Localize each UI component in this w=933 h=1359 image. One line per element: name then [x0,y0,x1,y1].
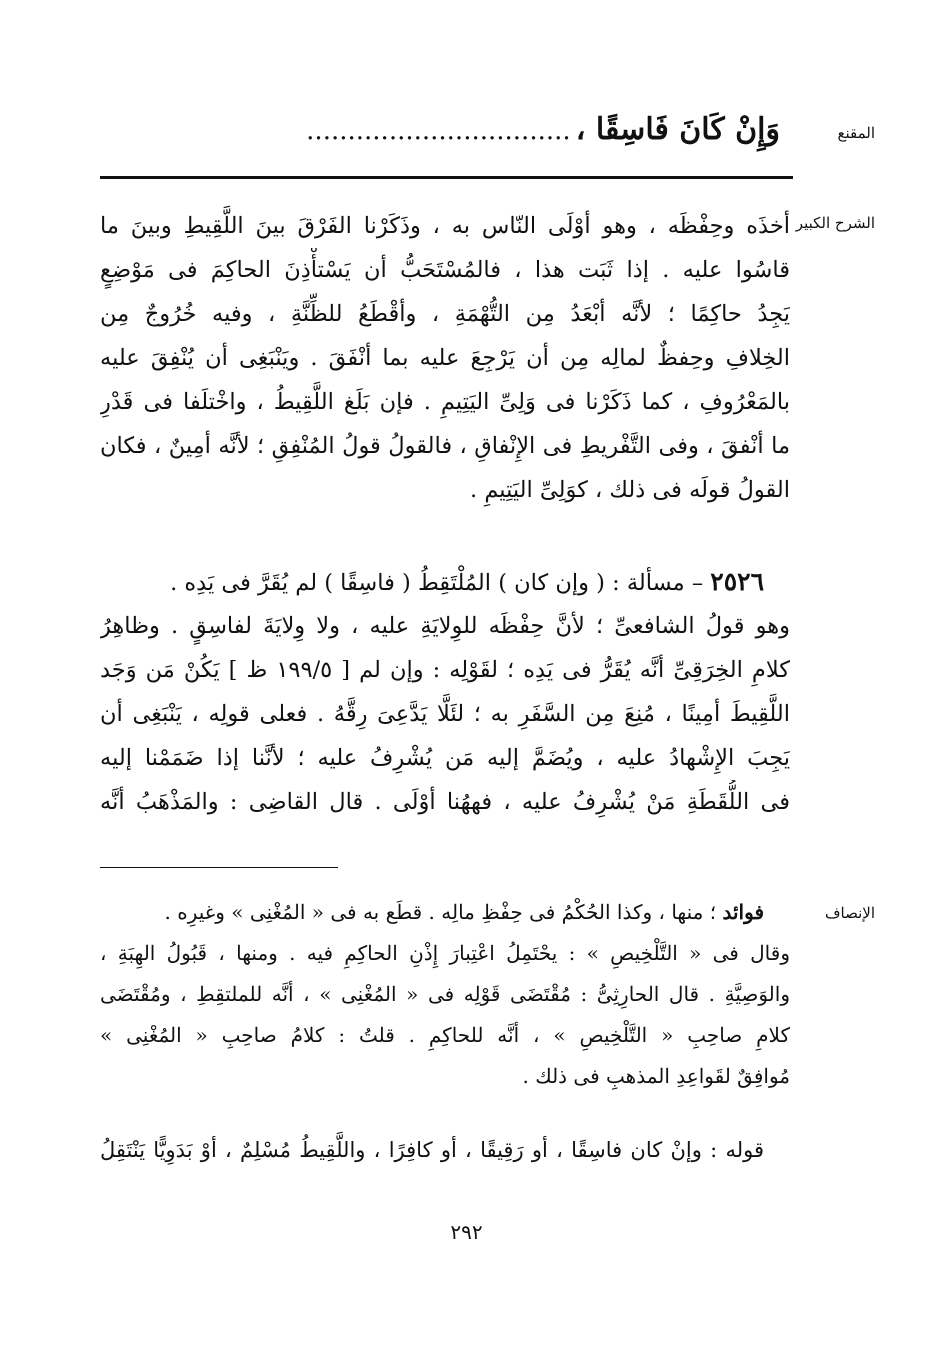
insaf-next-block [100,1130,790,1171]
insaf-first-line [100,892,790,933]
insaf-heading: فوائد [722,900,764,924]
insaf-first-text: ؛ منها ، وكذا الحُكْمُ فى حِفْظِ مالِه . قطَع به فى « المُغْنِى » وغيرِه . [164,900,717,924]
sharh-line: الخِلافِ وحِفظٌ لمالِه مِن أن يَرْجِعَ عليه بما أنْفَقَ . ويَنْبَغِى أن يُنْفِقَ عليه [100,345,790,371]
masala-number: ٢٥٢٦ [710,567,764,596]
insaf-line: والوَصِيَّةِ . قال الحارِثِىُّ : مُقْتَضَى قَوْلِه فى « المُغْنِى » ، أنَّه للملتقِطِ ، ومُقْتَضَى [100,982,790,1006]
muqni-text-line [100,112,780,152]
masala-title: – مسألة : ( وإن كان ) المُلْتَقِطُ ( فاسِقًا ) لم يُقَرَّ فى يَدِه . [170,570,704,596]
masala-line: كلامِ الخِرَقِىِّ أنَّه يُقَرُّ فى يَدِه ؛ لقَوْلِه : وإن لم [ ١٩٩/٥ ظ ] يَكُنْ مَن وَجَد [100,657,790,683]
masala-line: وهو قولُ الشافعىِّ ؛ لأنَّ حِفْظَه للوِلايَةِ عليه ، ولا وِلايَةَ لفاسِقٍ . وظاهِرُ [100,613,790,639]
masala-line: اللَّقِيطَ أمِينًا ، مُنِعَ مِن السَّفَرِ به ؛ لئَلَّا يَدَّعِىَ رِقَّهُ . فعلى قولِه ، يَنْبَغِى أن [100,701,790,727]
muqni-label: المقنع [837,124,875,142]
sharh-line: قاسُوا عليه . إذا ثَبَت هذا ، فالمُسْتَحَبُّ أن يَسْتأْذِنَ الحاكِمَ فى مَوْضِعٍ [100,257,790,283]
masala-first-line [100,560,790,604]
header-rule [100,176,793,179]
sharh-line: القولُ قولَه فى ذلك ، كوَلِىِّ اليَتِيمِ . [470,477,790,503]
sharh-line: يَجِدُ حاكِمًا ؛ لأنَّه أبْعَدُ مِن التُّهْمَةِ ، وأقْطَعُ للظِّنَّةِ ، وفيه خُرُوجٌ مِن [100,301,790,327]
masala-block [100,560,790,824]
masala-line: يَجِبَ الإِشْهادُ عليه ، ويُضَمَّ إليه مَن يُشْرِفُ عليه ؛ لأنَّنا إذا ضَمَمْنا إليه [100,745,790,771]
muqni-dots: ................................ [306,116,571,146]
masala-line: فى اللُّقَطَةِ مَنْ يُشْرِفُ عليه ، فههُنا أوْلَى . قال القاضِى : والمَذْهَبُ أنَّه [100,789,790,815]
insaf-line: كلامِ صاحِبِ « التَّلْخِيصِ » ، أنَّه للحاكِمِ . قلتُ : كلامُ صاحِبِ « المُغْنِى » [100,1023,790,1047]
sharh-block [100,204,790,512]
sharh-label: الشرح الكبير [795,214,875,232]
sharh-line: ما أنْفقَ ، وفى التَّفْريطِ فى الإِنْفاقِ ، فالقولُ قولُ المُنْفِقِ ؛ لأنَّه أمِينٌ ، فكان [100,433,790,459]
footnote-rule [100,867,338,868]
insaf-label: الإنصاف [824,904,875,922]
insaf-qawluh-line: قوله : وإنْ كان فاسِقًا ، أو رَقِيقًا ، أو كافِرًا ، واللَّقِيطُ مُسْلِمٌ ، أوْ بَدَوِيًّا يَنْتَقِلُ [100,1138,764,1162]
page-number: ٢٩٢ [450,1220,483,1244]
muqni-text: وَإِنْ كَانَ فَاسِقًا ، [575,112,780,147]
sharh-line: أخذَه وحِفْظَه ، وهو أوْلَى النّاس به ، وذَكَرْنا الفَرْقَ بينَ اللَّقِيطِ وبينَ ما [100,213,790,239]
sharh-line: بالمَعْرُوفِ ، كما ذَكَرْنا فى وَلِىِّ اليَتِيمِ . فإن بَلَغ اللَّقِيطُ ، واخْتلَفا فى قَدْرِ [100,389,790,415]
insaf-block [100,892,790,1097]
insaf-line: مُوافِقٌ لقَواعِدِ المذهبِ فى ذلك . [522,1064,790,1088]
insaf-line: وقال فى « التَّلْخِيصِ » : يحْتَمِلُ اعْتِبارَ إِذْنِ الحاكِمِ فيه . ومنها ، قَبُولُ الهِبَةِ ، [100,941,790,965]
